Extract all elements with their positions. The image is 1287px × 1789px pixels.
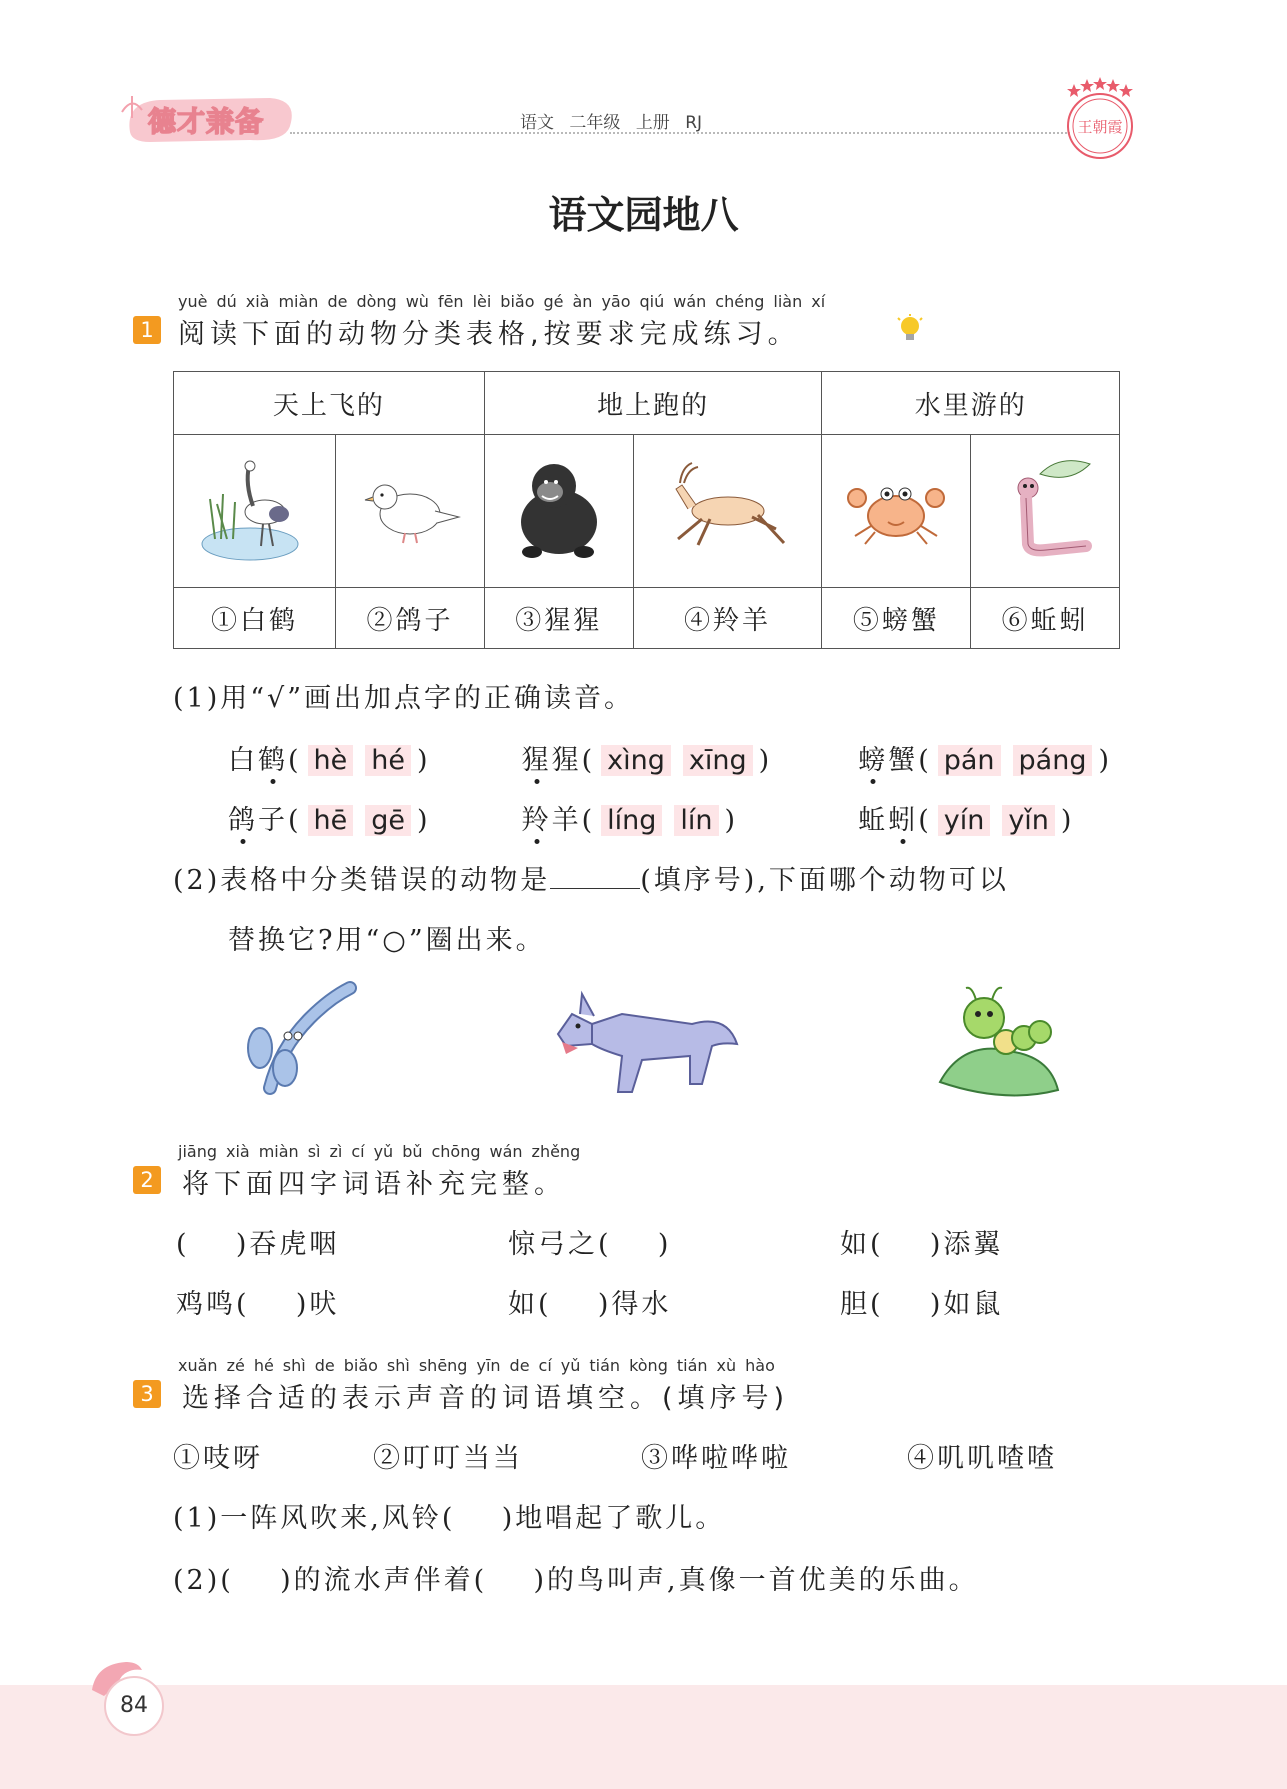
pinyin-syllable: xià [226,1142,250,1161]
pinyin-syllable: zé [226,1356,245,1375]
header-land: 地上跑的 [484,372,822,435]
q2-number: 2 [133,1166,161,1194]
pinyin-syllable: yǔ [373,1142,394,1161]
pinyin-syllable: wán [673,292,707,311]
option-3: ③哗啦哗啦 [641,1443,791,1474]
page-title: 语文园地八 [548,193,739,237]
caterpillar-picture[interactable] [934,978,1064,1102]
teacher-seal-icon [1060,76,1140,166]
q3-sentence-1[interactable]: (1)一阵风吹来,风铃( )地唱起了歌儿。 [173,1503,726,1534]
q3-text: 选择合适的表示声音的词语填空。(填序号) [182,1383,790,1414]
pinyin-syllable: dú [216,292,237,311]
pinyin-option[interactable]: hè [308,745,354,776]
pinyin-option[interactable]: hē [308,805,354,836]
crab-picture [822,435,971,588]
q2-row-1 [176,1222,1003,1261]
page-number: 84 [104,1676,164,1736]
q2-pinyin [178,1142,589,1161]
volume: 上册 [635,113,670,133]
pinyin-syllable: wù [405,292,429,311]
pinyin-syllable: kòng [629,1356,668,1375]
word: 羚羊 [521,805,582,836]
pinyin-syllable: tián [589,1356,621,1375]
pinyin-syllable: dòng [356,292,397,311]
pinyin-option[interactable]: páng [1013,745,1093,776]
q1-number: 1 [133,316,161,344]
pinyin-syllable: àn [572,292,593,311]
pinyin-option[interactable]: hé [365,745,411,776]
pinyin-option[interactable]: líng [601,805,662,836]
q3-number: 3 [133,1380,161,1408]
pinyin-syllable: liàn [773,292,803,311]
pinyin-option[interactable]: yín [938,805,991,836]
option-1: ①吱呀 [173,1443,263,1474]
pinyin-option[interactable]: xīng [683,745,753,776]
antelope-picture [633,435,822,588]
pinyin-syllable: yuè [178,292,208,311]
q1-pinyin [178,292,834,311]
pinyin-syllable: zhěng [531,1142,581,1161]
pinyin-syllable: yǔ [560,1356,581,1375]
footer-band [0,1685,1287,1789]
pinyin-syllable: xuǎn [178,1356,218,1375]
pinyin-syllable: shēng [418,1356,468,1375]
q3-options [173,1436,1057,1475]
pinyin-syllable: chéng [715,292,765,311]
option-4: ④叽叽喳喳 [907,1443,1057,1474]
svg-text:王朝霞: 王朝霞 [1077,118,1123,136]
pinyin-syllable: xù [716,1356,737,1375]
pinyin-syllable: shì [386,1356,410,1375]
animal-6: ⑥蚯蚓 [971,588,1120,649]
q3-sentence-2[interactable]: (2)( )的流水声伴着( )的鸟叫声,真像一首优美的乐曲。 [173,1565,979,1596]
pinyin-syllable: de [327,292,348,311]
pinyin-syllable: wán [489,1142,523,1161]
sub2-part-a: (2)表格中分类错误的动物是 [173,865,551,896]
choice-gezi[interactable]: 鸽子( hē gē ) [228,805,431,836]
choice-qiuyin[interactable]: 蚯蚓( yín yǐn ) [858,805,1075,836]
pinyin-syllable: yīn [476,1356,501,1375]
idiom-5[interactable]: 如( )得水 [508,1289,672,1320]
header-sky: 天上飞的 [174,372,485,435]
pinyin-syllable: fēn [437,292,464,311]
pinyin-row-2 [228,798,1074,837]
logo-text: 德才兼备 [148,105,265,138]
pinyin-syllable: de [314,1356,335,1375]
pinyin-option[interactable]: xìng [601,745,671,776]
pinyin-syllable: gé [543,292,564,311]
pinyin-syllable: xí [811,292,826,311]
word: 猩猩 [521,745,582,776]
pigeon-picture [336,435,485,588]
pinyin-syllable: hào [745,1356,775,1375]
sub2-line2: 替换它?用“○”圈出来。 [228,925,546,956]
choice-baihe[interactable]: 白鹤( hè hé ) [228,745,431,776]
wolf-picture[interactable] [552,984,742,1104]
choice-lingyang[interactable]: 羚羊( líng lín ) [521,805,739,836]
pinyin-syllable: biǎo [343,1356,378,1375]
animal-5: ⑤螃蟹 [822,588,971,649]
pinyin-syllable: chōng [431,1142,481,1161]
pinyin-syllable: lèi [472,292,492,311]
earthworm-picture [971,435,1120,588]
sub2-line1 [173,858,1009,897]
subject: 语文 [520,113,554,133]
answer-blank[interactable] [550,864,640,889]
choice-xingxing[interactable]: 猩猩( xìng xīng ) [521,745,773,776]
q1-text: 阅读下面的动物分类表格,按要求完成练习。 [178,319,800,350]
choice-pangxie[interactable]: 螃蟹( pán páng ) [858,745,1113,776]
q3-pinyin [178,1356,784,1375]
pinyin-syllable: tián [676,1356,708,1375]
crane-picture [174,435,336,588]
idiom-2[interactable]: 惊弓之( ) [508,1229,672,1260]
pinyin-syllable: qiú [639,292,665,311]
lobster-picture[interactable] [240,978,360,1098]
pinyin-syllable: yāo [601,292,631,311]
header-water: 水里游的 [822,372,1120,435]
idiom-4[interactable]: 鸡鸣( )吠 [176,1289,340,1320]
pinyin-option[interactable]: pán [938,745,1001,776]
animal-2: ②鸽子 [336,588,485,649]
pinyin-syllable: miàn [278,292,319,311]
option-2: ②叮叮当当 [373,1443,523,1474]
header-info [520,108,702,133]
pinyin-syllable: sì [307,1142,321,1161]
pinyin-syllable: biǎo [500,292,535,311]
pinyin-syllable: miàn [258,1142,299,1161]
word: 白鹤 [228,745,288,776]
word: 蚯蚓 [858,805,919,836]
pinyin-syllable: cí [351,1142,365,1161]
gorilla-picture [484,435,633,588]
pinyin-syllable: xià [245,292,270,311]
pinyin-syllable: bǔ [402,1142,423,1161]
pinyin-syllable: cí [538,1356,552,1375]
q2-row-2 [176,1282,1003,1321]
pinyin-syllable: jiāng [178,1142,217,1161]
pinyin-syllable: zì [329,1142,343,1161]
word: 螃蟹 [858,745,919,776]
word: 鸽子 [228,805,288,836]
pinyin-option[interactable]: yǐn [1002,805,1055,836]
pinyin-syllable: hé [253,1356,274,1375]
animal-3: ③猩猩 [484,588,633,649]
q2-text: 将下面四字词语补充完整。 [182,1169,566,1200]
pinyin-option[interactable]: gē [365,805,411,836]
grade: 二年级 [569,113,621,133]
pinyin-row-1 [228,738,1112,777]
idiom-6[interactable]: 胆( )如鼠 [840,1289,1004,1320]
edition: RJ [685,113,703,133]
pinyin-syllable: de [509,1356,530,1375]
pinyin-syllable: shì [282,1356,306,1375]
sub2-part-b: (填序号),下面哪个动物可以 [640,865,1009,896]
sub1-prompt: (1)用“√”画出加点字的正确读音。 [173,683,635,714]
lightbulb-icon [896,314,924,346]
animal-4: ④羚羊 [633,588,822,649]
idiom-3[interactable]: 如( )添翼 [840,1229,1004,1260]
idiom-1[interactable]: ( )吞虎咽 [176,1229,340,1260]
animal-classification-table [173,371,1120,649]
pinyin-option[interactable]: lín [674,805,718,836]
animal-1: ①白鹤 [174,588,336,649]
